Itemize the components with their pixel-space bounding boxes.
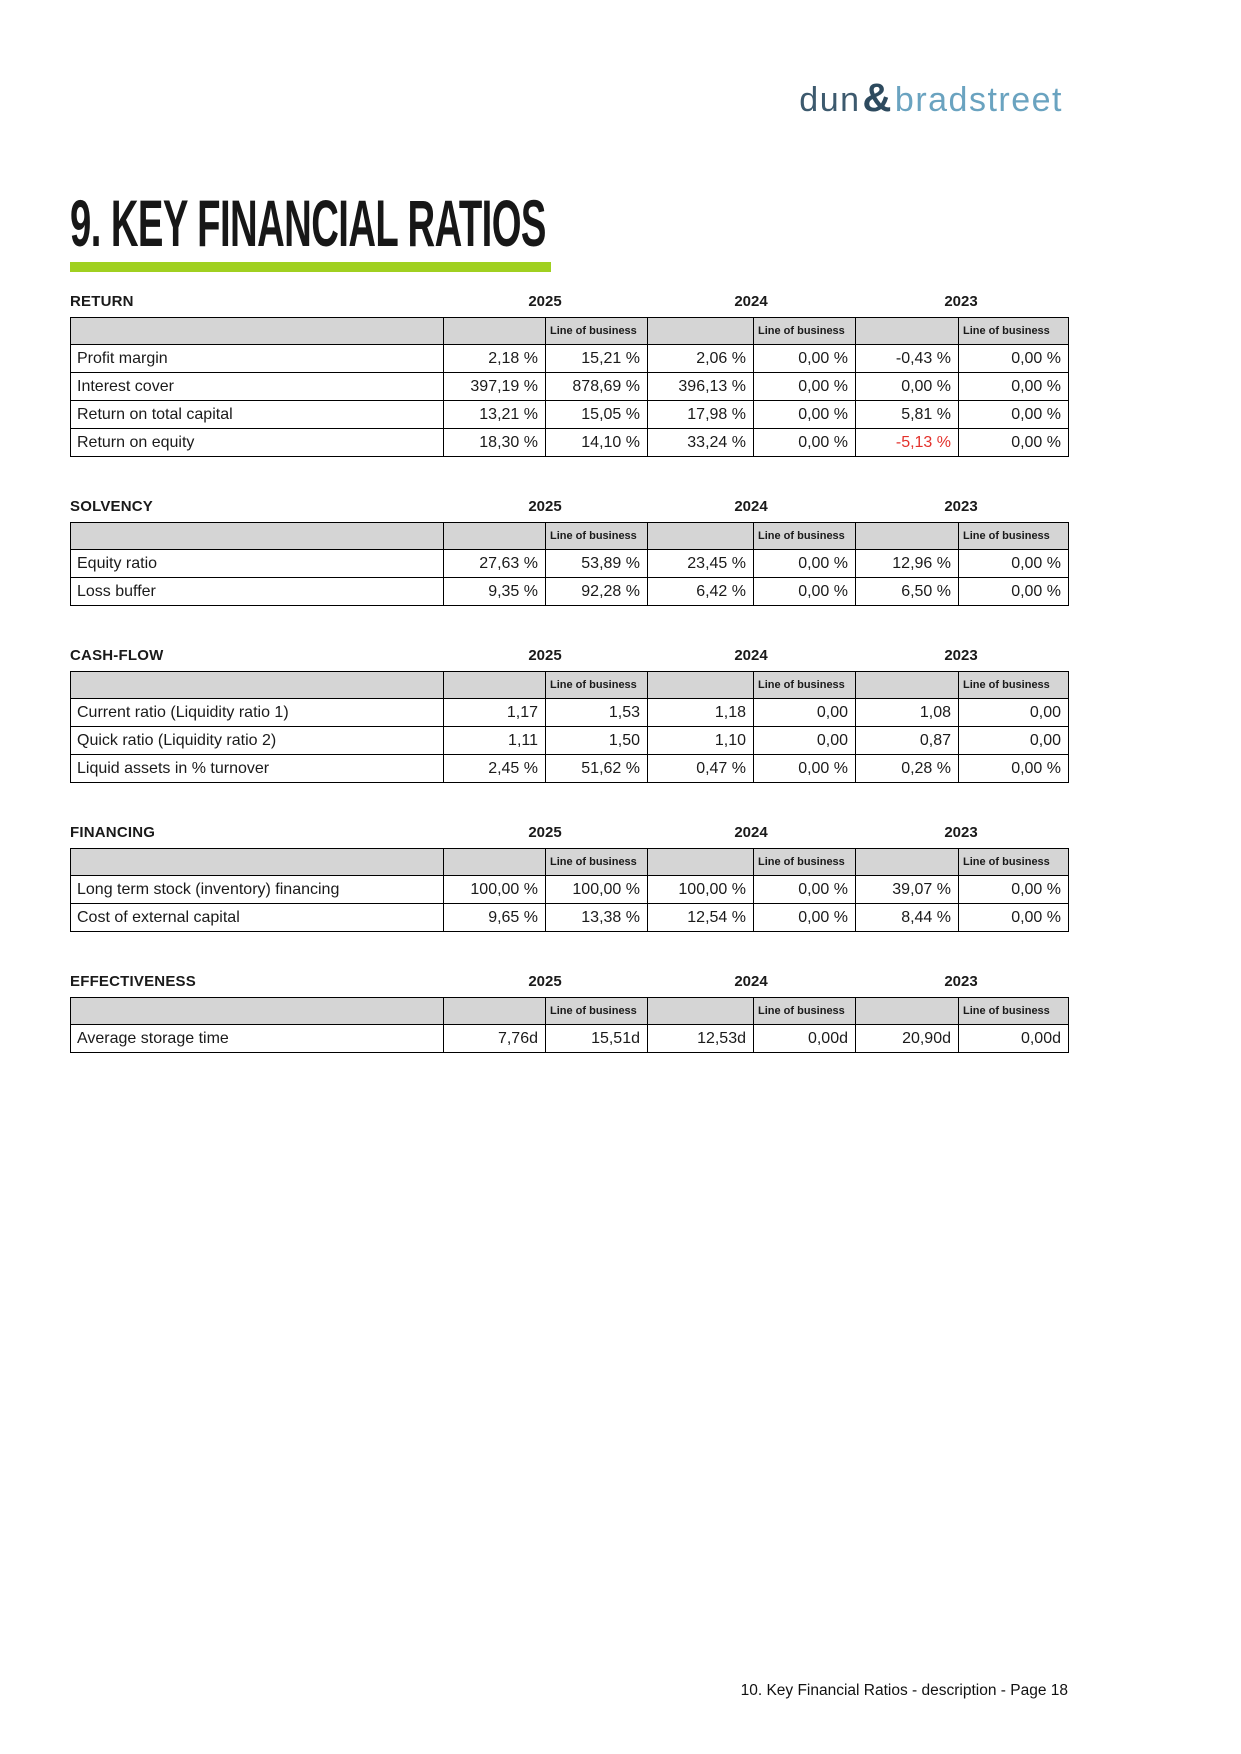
row-label: Liquid assets in % turnover	[71, 755, 444, 783]
section-label: RETURN	[70, 293, 134, 310]
value-cell: 33,24 %	[648, 429, 754, 457]
header-empty-cell	[444, 849, 546, 876]
year-label-2023: 2023	[944, 498, 978, 515]
value-cell: 2,18 %	[444, 345, 546, 373]
dun-bradstreet-logo	[799, 76, 1063, 121]
year-label-2025: 2025	[528, 647, 562, 664]
row-label: Long term stock (inventory) financing	[71, 876, 444, 904]
year-label-2024: 2024	[734, 824, 768, 841]
table-row	[71, 1025, 1069, 1053]
table-row	[71, 550, 1069, 578]
section-label: CASH-FLOW	[70, 647, 164, 664]
table-row	[71, 401, 1069, 429]
return-table	[70, 317, 1069, 457]
effectiveness-table	[70, 997, 1069, 1053]
lob-header-cell: Line of business	[546, 672, 648, 699]
value-cell: 15,51d	[546, 1025, 648, 1053]
table-row	[71, 429, 1069, 457]
lob-header-cell: Line of business	[754, 849, 856, 876]
value-cell: 0,00 %	[754, 550, 856, 578]
lob-header-cell: Line of business	[754, 523, 856, 550]
value-cell: 1,50	[546, 727, 648, 755]
row-label: Loss buffer	[71, 578, 444, 606]
value-cell: 13,21 %	[444, 401, 546, 429]
value-cell: 396,13 %	[648, 373, 754, 401]
section-financing-heading	[70, 824, 1068, 841]
table-row	[71, 699, 1069, 727]
table-row	[71, 755, 1069, 783]
value-cell: 12,53d	[648, 1025, 754, 1053]
table-row	[71, 876, 1069, 904]
value-cell: 1,53	[546, 699, 648, 727]
value-cell: 92,28 %	[546, 578, 648, 606]
header-empty-cell	[856, 849, 959, 876]
section-effectiveness-heading	[70, 973, 1068, 990]
year-label-2025: 2025	[528, 293, 562, 310]
value-cell: 0,47 %	[648, 755, 754, 783]
solvency-table	[70, 522, 1069, 606]
section-cash-flow-heading	[70, 647, 1068, 664]
year-label-2024: 2024	[734, 647, 768, 664]
value-cell: 100,00 %	[648, 876, 754, 904]
header-empty-cell	[856, 523, 959, 550]
title-accent-rule	[70, 262, 551, 272]
lob-header-cell: Line of business	[546, 998, 648, 1025]
section-solvency-heading	[70, 498, 1068, 515]
year-label-2024: 2024	[734, 293, 768, 310]
value-cell: 17,98 %	[648, 401, 754, 429]
value-cell: 9,35 %	[444, 578, 546, 606]
value-cell: 1,11	[444, 727, 546, 755]
value-cell: 9,65 %	[444, 904, 546, 932]
year-label-2023: 2023	[944, 824, 978, 841]
value-cell: 15,21 %	[546, 345, 648, 373]
value-cell: 2,06 %	[648, 345, 754, 373]
table-row	[71, 727, 1069, 755]
section-solvency	[70, 498, 1068, 606]
value-cell: 15,05 %	[546, 401, 648, 429]
value-cell: 39,07 %	[856, 876, 959, 904]
section-effectiveness	[70, 973, 1068, 1053]
lob-header-cell: Line of business	[546, 849, 648, 876]
row-label: Average storage time	[71, 1025, 444, 1053]
page-footer: 10. Key Financial Ratios - description - Page 18	[740, 1682, 1068, 1699]
value-cell: 0,00d	[754, 1025, 856, 1053]
value-cell: 6,42 %	[648, 578, 754, 606]
value-cell: 0,00 %	[959, 904, 1069, 932]
value-cell: 0,00 %	[959, 755, 1069, 783]
value-cell: 0,00 %	[754, 373, 856, 401]
value-cell: 13,38 %	[546, 904, 648, 932]
lob-header-cell: Line of business	[959, 523, 1069, 550]
value-cell: 0,00 %	[959, 550, 1069, 578]
table-header-row	[71, 523, 1069, 550]
financing-table	[70, 848, 1069, 932]
section-label: SOLVENCY	[70, 498, 154, 515]
logo-ampersand-icon: &	[862, 76, 893, 120]
lob-header-cell: Line of business	[959, 318, 1069, 345]
value-cell: 0,00	[959, 727, 1069, 755]
header-empty-cell	[856, 318, 959, 345]
header-empty-cell	[444, 318, 546, 345]
value-cell: 1,10	[648, 727, 754, 755]
value-cell: 0,00 %	[754, 401, 856, 429]
ratio-sections	[70, 293, 1068, 1094]
lob-header-cell: Line of business	[959, 849, 1069, 876]
value-cell: 0,00d	[959, 1025, 1069, 1053]
row-label: Profit margin	[71, 345, 444, 373]
lob-header-cell: Line of business	[546, 523, 648, 550]
lob-header-cell: Line of business	[754, 672, 856, 699]
section-financing	[70, 824, 1068, 932]
cash-flow-table	[70, 671, 1069, 783]
value-cell: 0,00 %	[959, 876, 1069, 904]
year-label-2025: 2025	[528, 973, 562, 990]
lob-header-cell: Line of business	[959, 672, 1069, 699]
value-cell: 53,89 %	[546, 550, 648, 578]
year-label-2023: 2023	[944, 973, 978, 990]
value-cell: 0,00	[959, 699, 1069, 727]
lob-header-cell: Line of business	[754, 318, 856, 345]
value-cell: 27,63 %	[444, 550, 546, 578]
table-row	[71, 578, 1069, 606]
header-empty-cell	[444, 672, 546, 699]
row-label: Current ratio (Liquidity ratio 1)	[71, 699, 444, 727]
value-cell: 878,69 %	[546, 373, 648, 401]
page-title: 9. KEY FINANCIAL RATIOS	[70, 186, 546, 260]
header-empty-cell	[71, 998, 444, 1025]
table-row	[71, 373, 1069, 401]
header-empty-cell	[71, 523, 444, 550]
lob-header-cell: Line of business	[959, 998, 1069, 1025]
header-empty-cell	[856, 672, 959, 699]
value-cell: 397,19 %	[444, 373, 546, 401]
row-label: Return on total capital	[71, 401, 444, 429]
table-header-row	[71, 998, 1069, 1025]
header-empty-cell	[648, 849, 754, 876]
table-header-row	[71, 849, 1069, 876]
value-cell: 6,50 %	[856, 578, 959, 606]
value-cell: 7,76d	[444, 1025, 546, 1053]
value-cell: 14,10 %	[546, 429, 648, 457]
value-cell: 0,00 %	[856, 373, 959, 401]
year-label-2025: 2025	[528, 498, 562, 515]
value-cell-negative: -5,13 %	[856, 429, 959, 457]
header-empty-cell	[648, 523, 754, 550]
value-cell: 12,54 %	[648, 904, 754, 932]
row-label: Cost of external capital	[71, 904, 444, 932]
value-cell: 18,30 %	[444, 429, 546, 457]
value-cell: 0,87	[856, 727, 959, 755]
value-cell: 0,00 %	[959, 345, 1069, 373]
value-cell: 0,00 %	[959, 429, 1069, 457]
value-cell: 0,00 %	[754, 755, 856, 783]
section-cash-flow	[70, 647, 1068, 783]
value-cell: 0,00	[754, 699, 856, 727]
year-label-2024: 2024	[734, 973, 768, 990]
value-cell: 1,08	[856, 699, 959, 727]
header-empty-cell	[71, 672, 444, 699]
header-empty-cell	[648, 998, 754, 1025]
value-cell: 5,81 %	[856, 401, 959, 429]
value-cell: 2,45 %	[444, 755, 546, 783]
year-label-2023: 2023	[944, 647, 978, 664]
value-cell: 1,17	[444, 699, 546, 727]
table-row	[71, 345, 1069, 373]
value-cell: 0,00 %	[754, 578, 856, 606]
value-cell: 20,90d	[856, 1025, 959, 1053]
header-empty-cell	[648, 318, 754, 345]
value-cell: 0,28 %	[856, 755, 959, 783]
row-label: Return on equity	[71, 429, 444, 457]
header-empty-cell	[71, 849, 444, 876]
value-cell: 23,45 %	[648, 550, 754, 578]
section-return-heading	[70, 293, 1068, 310]
value-cell: 1,18	[648, 699, 754, 727]
year-label-2024: 2024	[734, 498, 768, 515]
value-cell: 12,96 %	[856, 550, 959, 578]
section-return	[70, 293, 1068, 457]
table-header-row	[71, 318, 1069, 345]
header-empty-cell	[71, 318, 444, 345]
value-cell: 0,00	[754, 727, 856, 755]
value-cell: 0,00 %	[959, 578, 1069, 606]
value-cell: 0,00 %	[754, 904, 856, 932]
value-cell: 0,00 %	[754, 345, 856, 373]
year-label-2025: 2025	[528, 824, 562, 841]
header-empty-cell	[444, 523, 546, 550]
lob-header-cell: Line of business	[546, 318, 648, 345]
header-empty-cell	[856, 998, 959, 1025]
section-label: EFFECTIVENESS	[70, 973, 196, 990]
table-row	[71, 904, 1069, 932]
table-header-row	[71, 672, 1069, 699]
value-cell: -0,43 %	[856, 345, 959, 373]
value-cell: 100,00 %	[444, 876, 546, 904]
value-cell: 0,00 %	[754, 876, 856, 904]
value-cell: 51,62 %	[546, 755, 648, 783]
section-label: FINANCING	[70, 824, 156, 841]
row-label: Interest cover	[71, 373, 444, 401]
header-empty-cell	[648, 672, 754, 699]
logo-dun-text: dun	[799, 81, 861, 119]
header-empty-cell	[444, 998, 546, 1025]
logo-bradstreet-text: bradstreet	[894, 81, 1063, 119]
value-cell: 0,00 %	[959, 373, 1069, 401]
row-label: Quick ratio (Liquidity ratio 2)	[71, 727, 444, 755]
row-label: Equity ratio	[71, 550, 444, 578]
lob-header-cell: Line of business	[754, 998, 856, 1025]
value-cell: 0,00 %	[754, 429, 856, 457]
year-label-2023: 2023	[944, 293, 978, 310]
value-cell: 8,44 %	[856, 904, 959, 932]
value-cell: 0,00 %	[959, 401, 1069, 429]
value-cell: 100,00 %	[546, 876, 648, 904]
